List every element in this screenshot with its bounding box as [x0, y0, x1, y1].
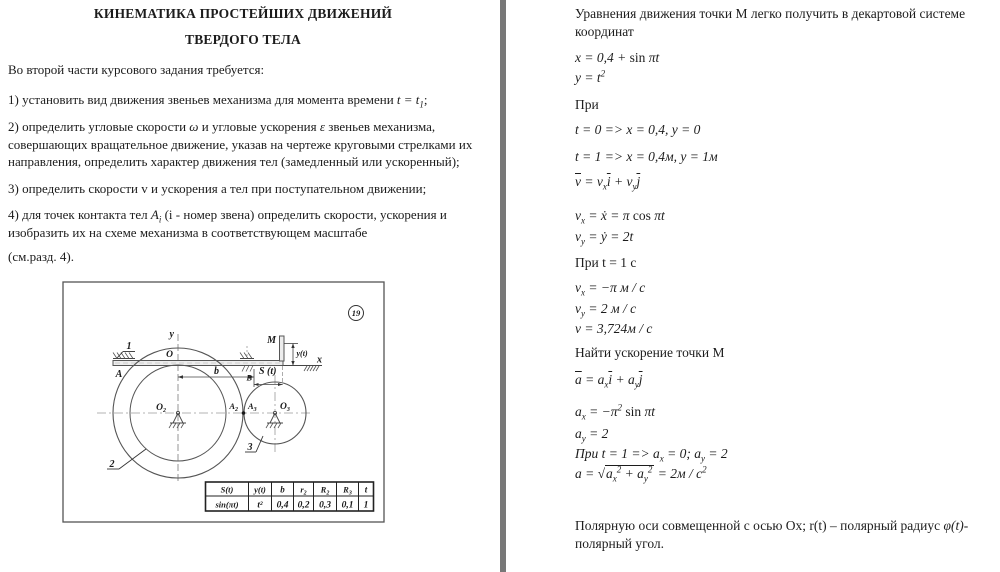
eq-vy: $v_y$ = ẏ = 2t — [575, 229, 634, 247]
dim-s-label: S (t) — [259, 366, 277, 377]
page-right — [506, 0, 1000, 572]
figure-number-badge — [349, 306, 364, 321]
center-lines — [97, 372, 312, 452]
point-a-label: A — [115, 369, 123, 380]
eq-ay: $a_y = 2$ — [575, 426, 609, 444]
page-title-line2: ТВЕРДОГО ТЕЛА — [185, 32, 301, 47]
left-page-text — [8, 6, 478, 266]
td-s: sin(πt) — [215, 499, 239, 510]
eq-velocity-vector: $\overline{v} = v_x\overline{i} + v_y\overline{j}$ — [575, 174, 641, 192]
pivot-o3 — [266, 402, 290, 428]
task-item-1: 1) установить вид движения звеньев механизма для момента времени $t = t_1$; — [8, 91, 428, 110]
td-t: 1 — [363, 500, 369, 511]
link1-label — [117, 341, 135, 358]
td-y: t² — [257, 499, 263, 510]
svg-text:1: 1 — [126, 341, 132, 352]
point-m-label: M — [267, 335, 276, 346]
th-t: t — [364, 484, 368, 495]
parameters-table — [206, 482, 374, 511]
right-page-text — [575, 5, 970, 553]
svg-text:3: 3 — [247, 442, 253, 453]
pri-t1: При t = 1 с — [575, 255, 637, 270]
mechanism-figure — [62, 281, 385, 524]
eq-a-total: $a = √a_x^2 + a_y^2 = 2м / с^2$ — [575, 464, 707, 484]
td-R2: 0,3 — [319, 500, 331, 511]
y-axis-label: y — [169, 329, 174, 340]
figure-svg — [62, 281, 385, 524]
eq-pri-acc: При $t = 1 => a_x = 0$; $a_y = 2$ — [575, 446, 728, 464]
contact-point — [242, 411, 246, 415]
td-r2: 0,2 — [297, 500, 310, 511]
eq-vx-value: $v_x = -\pi$ м / с — [575, 280, 646, 298]
eq-t1: t = 1 => x = 0,4м, y = 1м — [575, 149, 718, 164]
eq-ax: $a_x = -\pi^2$ sin πt — [575, 402, 656, 422]
eq-x: x = 0,4 + sin πt — [575, 50, 660, 65]
point-a3-label: $A_3$ — [248, 401, 257, 413]
pivot-o2 — [156, 403, 186, 428]
point-b-label: B — [246, 372, 252, 383]
equations-intro: Уравнения движения точки М легко получить в декартовой системе координат — [575, 6, 966, 39]
task-item-4: 4) для точек контакта тел $A_i$ (i - номер звена) определить скорости, ускорения и изобразить их на схеме механизма в соответствующем масштабе — [8, 207, 447, 240]
eq-vx: $v_x$ = ẋ = π cos πt — [575, 208, 665, 226]
svg-text:O2: $O_2$ — [156, 403, 166, 414]
task-item-3: 3) определить скорости v и ускорения а тел при поступательном движении; — [8, 180, 427, 196]
td-b: 0,4 — [276, 500, 289, 511]
td-R3: 0,1 — [341, 500, 354, 511]
eq-t0: t = 0 => x = 0,4, y = 0 — [575, 122, 701, 137]
page-title-line1: КИНЕМАТИКА ПРОСТЕЙШИХ ДВИЖЕНИЙ — [93, 6, 393, 21]
th-s: S(t) — [220, 484, 234, 495]
polar-paragraph: Полярную оси совмещенной с осью Ox; r(t) – полярный радиус φ(t)- полярный угол. — [575, 518, 969, 551]
x-axis-label: x — [317, 354, 322, 366]
task-item-2: 2) определить угловые скорости ω и угловые ускорения ε звеньев механизма, совершающих вращательное движение, указав на чертеже круговыми стрелками их направления, определить характер движения тел (замедленный или ускоренный); — [8, 119, 473, 169]
point-a2-label: $A_2$ — [229, 401, 238, 413]
figure-number: 19 — [351, 308, 361, 318]
x-axis-support-hatch — [304, 366, 319, 371]
eq-v-total: v = 3,724м / с — [575, 321, 653, 336]
left-support — [113, 353, 135, 359]
th-R3: $R_3$ — [343, 484, 352, 497]
see-reference: (см.разд. 4). — [8, 249, 74, 264]
link3-label — [245, 436, 263, 453]
find-acceleration: Найти ускорение точки М — [575, 345, 725, 360]
dim-y-label: y(t) — [296, 349, 308, 358]
dim-b-label: b — [214, 366, 219, 377]
origin-label: O — [166, 350, 173, 360]
th-r2: $r_2$ — [300, 484, 307, 497]
svg-text:2: 2 — [109, 459, 115, 470]
word-pri: При — [575, 97, 599, 112]
vertical-rod — [280, 336, 285, 361]
th-R2: $R_2$ — [320, 484, 330, 497]
th-b: b — [280, 484, 285, 495]
intro-paragraph: Во второй части курсового задания требуется: — [8, 62, 265, 77]
eq-y: $y = t^2$ — [575, 68, 606, 85]
svg-text:O3: $O_3$ — [280, 402, 290, 413]
dim-y-of-t — [284, 344, 308, 366]
th-y: y(t) — [254, 484, 266, 495]
eq-acceleration-vector: $\overline{a} = a_x\overline{i} + a_y\overline{j}$ — [575, 372, 643, 390]
middle-support — [240, 346, 254, 372]
eq-vy-value: $v_y = 2$ м / с — [575, 301, 637, 319]
